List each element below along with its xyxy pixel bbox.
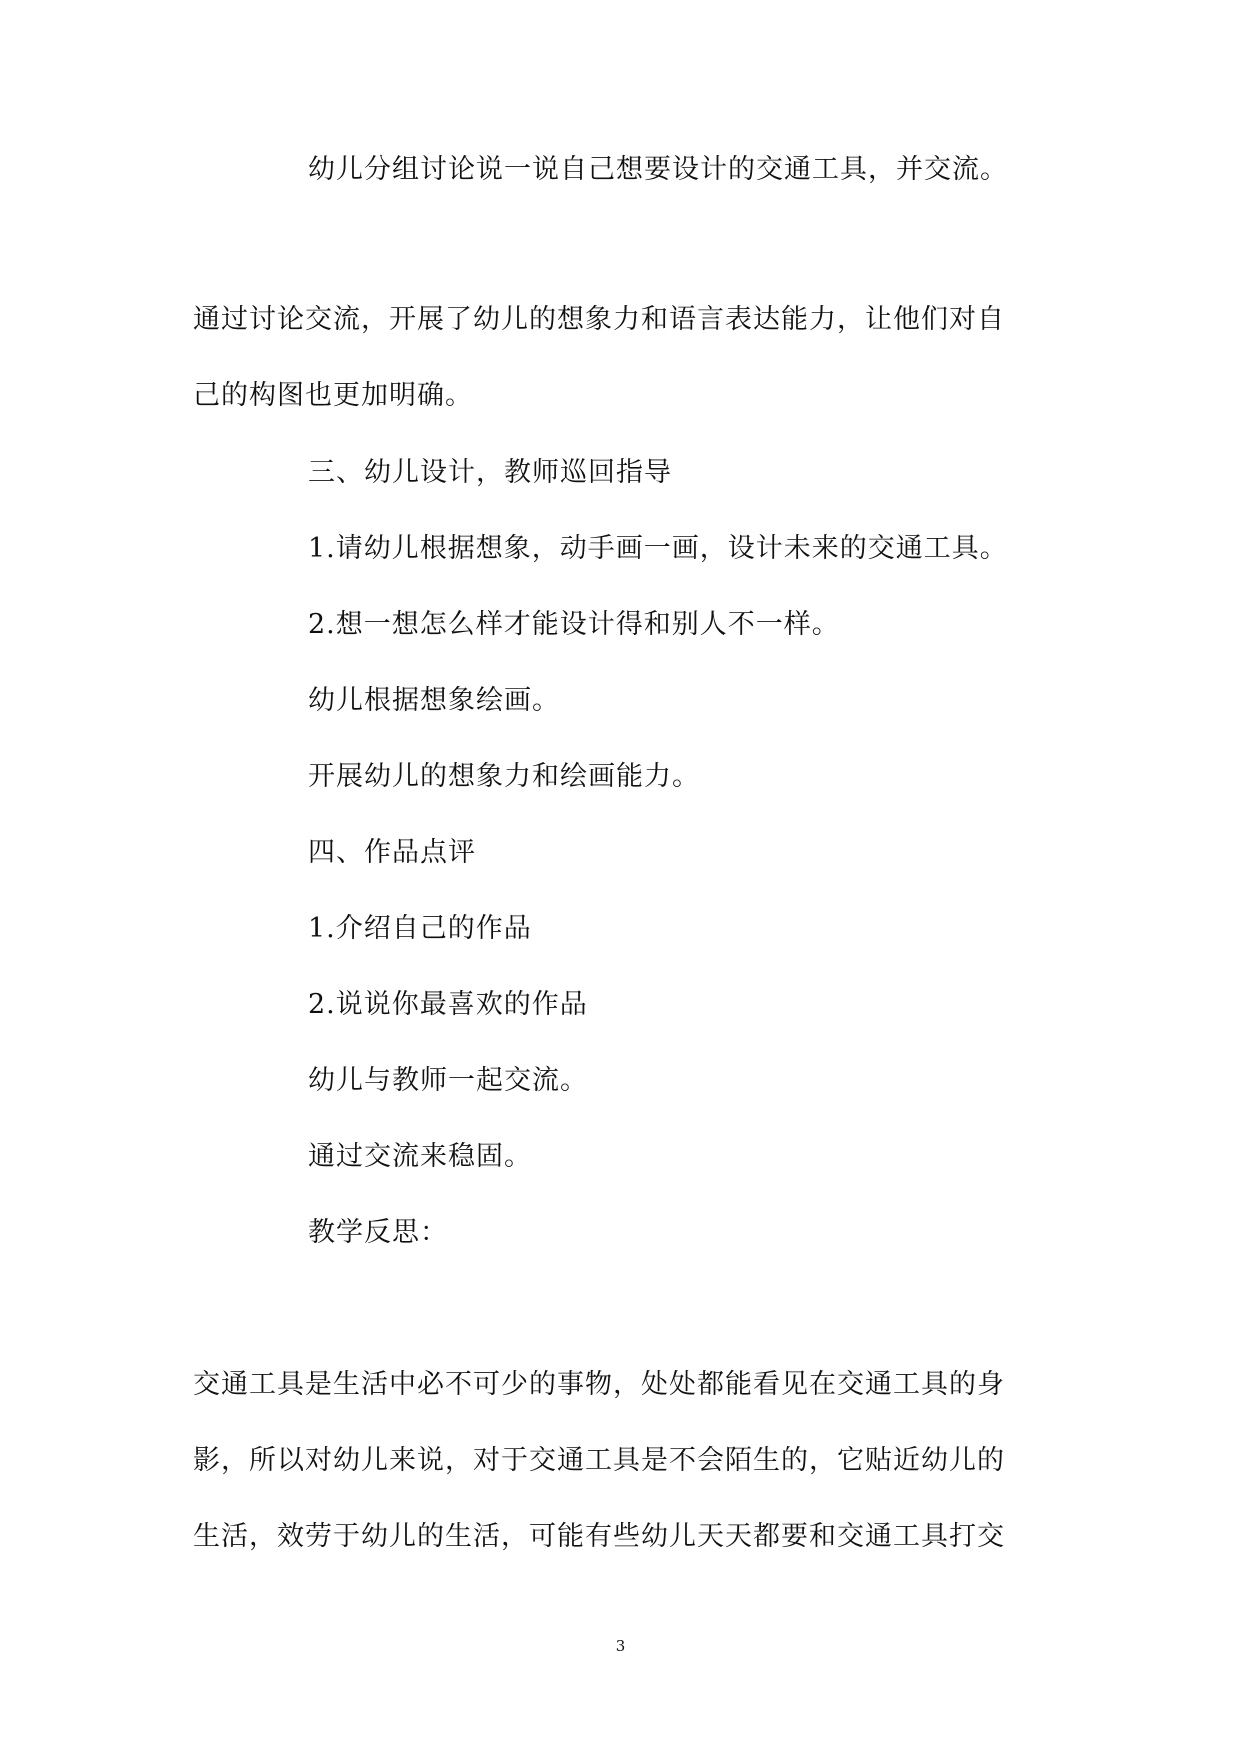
paragraph-line: 幼儿根据想象绘画。	[308, 685, 560, 716]
section-heading: 教学反思：	[308, 1217, 448, 1248]
paragraph-line: 己的构图也更加明确。	[193, 380, 473, 411]
section-heading: 三、幼儿设计，教师巡回指导	[308, 457, 672, 488]
paragraph-line: 幼儿与教师一起交流。	[308, 1065, 588, 1096]
paragraph-line: 通过交流来稳固。	[308, 1141, 532, 1172]
paragraph-line: 2.说说你最喜欢的作品	[308, 989, 588, 1020]
paragraph-line: 开展幼儿的想象力和绘画能力。	[308, 761, 700, 792]
paragraph-line: 幼儿分组讨论说一说自己想要设计的交通工具，并交流。	[308, 154, 1008, 185]
paragraph-line: 1.请幼儿根据想象，动手画一画，设计未来的交通工具。	[308, 533, 1008, 564]
page-number: 3	[615, 1637, 626, 1655]
paragraph-line: 生活，效劳于幼儿的生活，可能有些幼儿天天都要和交通工具打交	[193, 1521, 1005, 1552]
paragraph-line: 2.想一想怎么样才能设计得和别人不一样。	[308, 609, 840, 640]
paragraph-line: 1.介绍自己的作品	[308, 913, 532, 944]
paragraph-line: 交通工具是生活中必不可少的事物，处处都能看见在交通工具的身	[193, 1369, 1005, 1400]
paragraph-line: 影，所以对幼儿来说，对于交通工具是不会陌生的，它贴近幼儿的	[193, 1445, 1005, 1476]
section-heading: 四、作品点评	[308, 837, 476, 868]
paragraph-line: 通过讨论交流，开展了幼儿的想象力和语言表达能力，让他们对自	[193, 304, 1005, 335]
